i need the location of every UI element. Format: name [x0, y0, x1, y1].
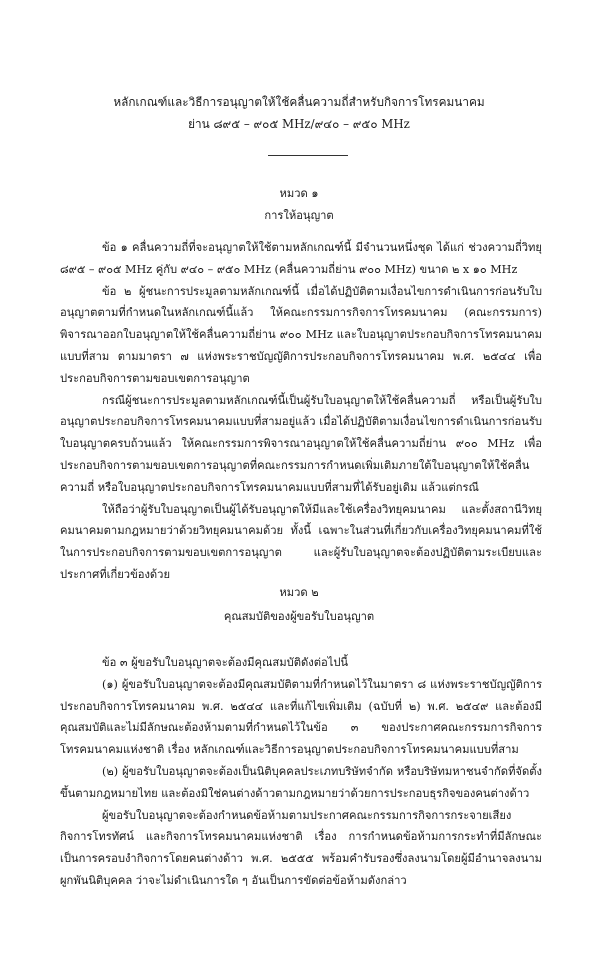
title-divider	[268, 155, 348, 156]
clause-3-item-2: (๒) ผู้ขอรับใบอนุญาตจะต้องเป็นนิติบุคคลประเภทบริษัทจำกัด หรือบริษัทมหาชนจำกัดที่จัดตั้งขึ้นตามกฎหมายไทย และต้องมิใช่คนต่างด้าวตามกฎหมายว่าด้วยการประกอบธุรกิจของคนต่างด้าว	[60, 764, 542, 800]
chapter-1-number: หมวด ๑	[279, 187, 319, 200]
chapter-1-body	[60, 237, 542, 586]
clause-3: ข้อ ๓ ผู้ขอรับใบอนุญาตจะต้องมีคุณสมบัติดังต่อไปนี้	[102, 656, 349, 669]
clause-2-paragraph-3: ให้ถือว่าผู้รับใบอนุญาตเป็นผู้ได้รับอนุญาตให้มีและใช้เครื่องวิทยุคมนาคม และตั้งสถานีวิทยุคมนาคมตามกฎหมายว่าด้วยวิทยุคมนาคมด้วย ทั้งนี้ เฉพาะในส่วนที่เกี่ยวกับเครื่องวิทยุคมนาคมที่ใช้ในการประกอบกิจการตามขอบเขตการอนุญาต และผู้รับใบอนุญาตจะต้องปฏิบัติตามระเบียบและประกาศที่เกี่ยวข้องด้วย	[60, 502, 542, 581]
clause-2-paragraph-2: กรณีผู้ชนะการประมูลตามหลักเกณฑ์นี้เป็นผู้รับใบอนุญาตให้ใช้คลื่นความถี่ หรือเป็นผู้รับใบอนุญาตประกอบกิจการโทรคมนาคมแบบที่สามอยู่แล้ว เมื่อได้ปฏิบัติตามเงื่อนไขการดำเนินการก่อนรับใบอนุญาตครบถ้วนแล้ว ให้คณะกรรมการพิจารณาอนุญาตให้ใช้คลื่นความถี่ย่าน ๙๐๐ MHz เพื่อประกอบกิจการตามขอบเขตการอนุญาตที่คณะกรรมการกำหนดเพิ่มเติมภายใต้ใบอนุญาตให้ใช้คลื่นความถี่ หรือใบอนุญาตประกอบกิจการโทรคมนาคมแบบที่สามที่ได้รับอยู่เดิม แล้วแต่กรณี	[60, 393, 542, 494]
chapter-2-title: คุณสมบัติของผู้ขอรับใบอนุญาต	[223, 610, 375, 623]
chapter-1-title: การให้อนุญาต	[264, 209, 334, 222]
document-title: หลักเกณฑ์และวิธีการอนุญาตให้ใช้คลื่นความถี่สำหรับกิจการโทรคมนาคม	[113, 95, 485, 109]
chapter-2-number: หมวด ๒	[279, 586, 319, 599]
clause-1: ข้อ ๑ คลื่นความถี่ที่จะอนุญาตให้ใช้ตามหลักเกณฑ์นี้ มีจำนวนหนึ่งชุด ได้แก่ ช่วงความถี่วิทยุ ๘๙๕ – ๙๐๕ MHz คู่กับ ๙๔๐ – ๙๕๐ MHz (คลื่นความถี่ย่าน ๙๐๐ MHz) ขนาด ๒ x ๑๐ MHz	[60, 241, 542, 276]
clause-2: ข้อ ๒ ผู้ชนะการประมูลตามหลักเกณฑ์นี้ เมื่อได้ปฏิบัติตามเงื่อนไขการดำเนินการก่อนรับใบอนุญาตตามที่กำหนดในหลักเกณฑ์นี้แล้ว ให้คณะกรรมการกิจการโทรคมนาคม (คณะกรรมการ) พิจารณาออกใบอนุญาตให้ใช้คลื่นความถี่ย่าน ๙๐๐ MHz และใบอนุญาตประกอบกิจการโทรคมนาคมแบบที่สาม ตามมาตรา ๗ แห่งพระราชบัญญัติการประกอบกิจการโทรคมนาคม พ.ศ. ๒๕๔๔ เพื่อประกอบกิจการตามขอบเขตการอนุญาต	[60, 284, 542, 385]
frequency-band-subtitle: ย่าน ๘๙๕ – ๙๐๕ MHz/๙๔๐ – ๙๕๐ MHz	[188, 117, 410, 131]
clause-3-final-paragraph: ผู้ขอรับใบอนุญาตจะต้องกำหนดข้อห้ามตามประกาศคณะกรรมการกิจการกระจายเสียง กิจการโทรทัศน์ และกิจการโทรคมนาคมแห่งชาติ เรื่อง การกำหนดข้อห้ามการกระทำที่มีลักษณะเป็นการครอบงำกิจการโดยคนต่างด้าว พ.ศ. ๒๕๕๕ พร้อมคำรับรองซึ่งลงนามโดยผู้มีอำนาจลงนามผูกพันนิติบุคคล ว่าจะไม่ดำเนินการใด ๆ อันเป็นการขัดต่อข้อห้ามดังกล่าว	[60, 808, 542, 887]
chapter-2-body	[60, 652, 542, 892]
clause-3-item-1: (๑) ผู้ขอรับใบอนุญาตจะต้องมีคุณสมบัติตามที่กำหนดไว้ในมาตรา ๘ แห่งพระราชบัญญัติการประกอบกิจการโทรคมนาคม พ.ศ. ๒๕๔๔ และที่แก้ไขเพิ่มเติม (ฉบับที่ ๒) พ.ศ. ๒๕๔๙ และต้องมีคุณสมบัติและไม่มีลักษณะต้องห้ามตามที่กำหนดไว้ในข้อ ๓ ของประกาศคณะกรรมการกิจการโทรคมนาคมแห่งชาติ เรื่อง หลักเกณฑ์และวิธีการอนุญาตประกอบกิจการโทรคมนาคมแบบที่สาม	[60, 677, 542, 757]
